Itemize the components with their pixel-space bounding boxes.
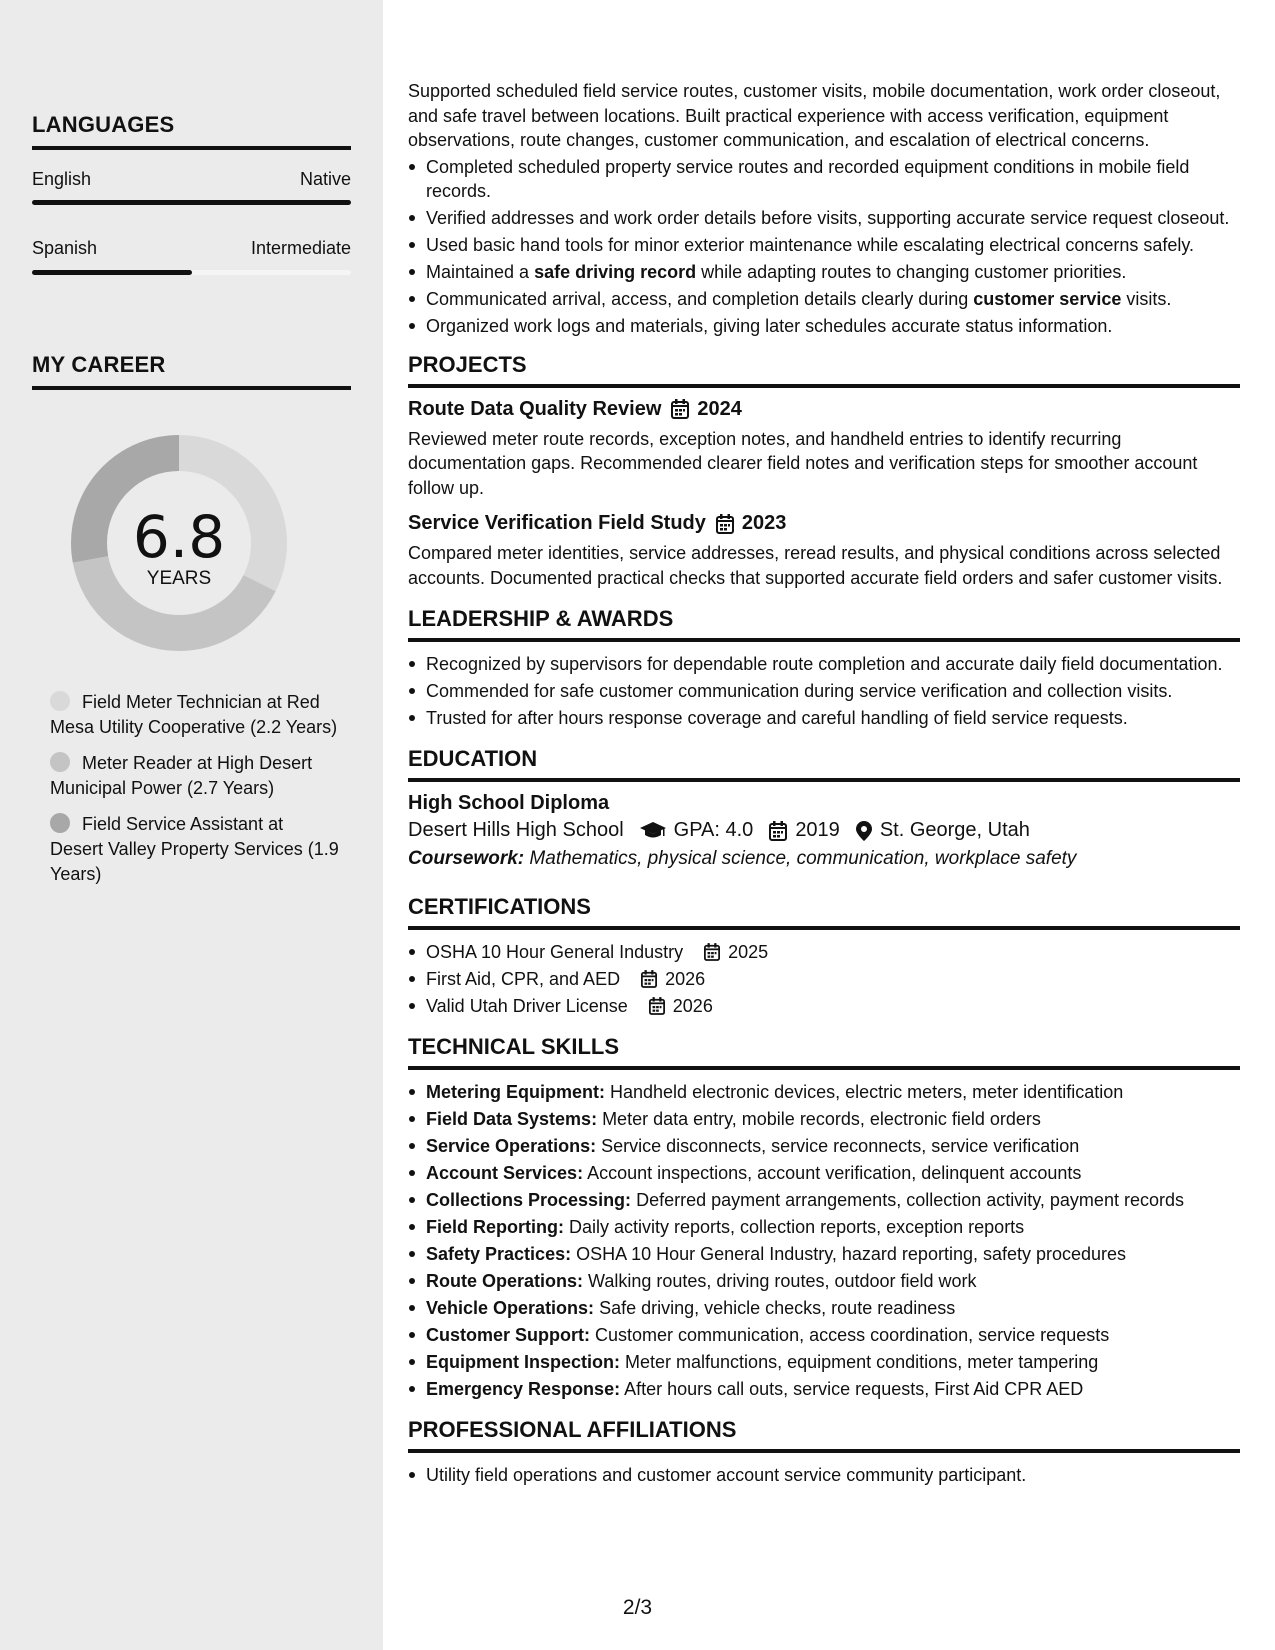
experience-bullet: Verified addresses and work order details before visits, supporting accurate service request closeout. <box>408 206 1240 230</box>
career-item-text: Field Service Assistant at Desert Valley Property Services (1.9 Years) <box>50 814 339 884</box>
project-title: Route Data Quality Review <box>408 397 662 420</box>
language-bar-fill <box>32 270 192 275</box>
skill-item: Metering Equipment: Handheld electronic devices, electric meters, meter identification <box>408 1080 1240 1104</box>
education-coursework <box>408 848 1240 870</box>
career-item-text: Field Meter Technician at Red Mesa Utility Cooperative (2.2 Years) <box>50 692 338 737</box>
calendar-icon <box>671 399 689 419</box>
education-degree: High School Diploma <box>408 792 610 814</box>
languages-heading: LANGUAGES <box>32 112 351 150</box>
language-row-spanish <box>32 238 351 259</box>
skill-item: Equipment Inspection: Meter malfunctions, equipment conditions, meter tampering <box>408 1350 1240 1374</box>
skill-item: Safety Practices: OSHA 10 Hour General Industry, hazard reporting, safety procedures <box>408 1242 1240 1266</box>
experience-bullet: Communicated arrival, access, and completion details clearly during customer service visits. <box>408 287 1240 311</box>
skill-item: Collections Processing: Deferred payment arrangements, collection activity, payment records <box>408 1188 1240 1212</box>
career-donut-chart <box>64 428 294 658</box>
calendar-icon <box>649 997 665 1015</box>
career-legend-dot <box>50 691 70 711</box>
projects-heading: PROJECTS <box>408 352 1240 388</box>
skill-item: Account Services: Account inspections, account verification, delinquent accounts <box>408 1161 1240 1185</box>
sidebar <box>0 0 383 1650</box>
calendar-icon <box>704 943 720 961</box>
skills-heading: TECHNICAL SKILLS <box>408 1034 1240 1070</box>
skill-item: Vehicle Operations: Safe driving, vehicle checks, route readiness <box>408 1296 1240 1320</box>
career-heading: MY CAREER <box>32 352 351 390</box>
language-level: Native <box>299 169 351 189</box>
skill-item: Customer Support: Customer communication, access coordination, service requests <box>408 1323 1240 1347</box>
main-content <box>408 0 1240 1650</box>
certification-item: Valid Utah Driver License 2026 <box>408 994 1240 1018</box>
language-bar-spanish <box>32 270 351 275</box>
affiliations-list <box>408 1463 1240 1487</box>
leadership-item: Commended for safe customer communication during service verification and collection visits. <box>408 679 1240 703</box>
education-heading: EDUCATION <box>408 746 1240 782</box>
language-bar-english <box>32 200 351 205</box>
language-row-english <box>32 169 351 190</box>
project-item <box>408 398 1240 501</box>
coursework-text: Mathematics, physical science, communication, workplace safety <box>529 848 1077 869</box>
affiliations-heading: PROFESSIONAL AFFILIATIONS <box>408 1417 1240 1453</box>
leadership-list <box>408 652 1240 730</box>
certifications-list <box>408 940 1240 1018</box>
map-pin-icon <box>856 821 872 841</box>
leadership-item: Trusted for after hours response coverage and careful handling of field service requests. <box>408 706 1240 730</box>
affiliation-item: Utility field operations and customer account service community participant. <box>408 1463 1240 1487</box>
education-school: Desert Hills High School <box>408 819 624 841</box>
experience-bullet: Used basic hand tools for minor exterior maintenance while escalating electrical concerns safely. <box>408 233 1240 257</box>
calendar-icon <box>641 970 657 988</box>
coursework-label: Coursework: <box>408 848 525 869</box>
experience-bullet: Maintained a safe driving record while adapting routes to changing customer priorities. <box>408 260 1240 284</box>
project-description: Compared meter identities, service addresses, reread results, and physical conditions across selected accounts. Documented practical checks that supported accurate field orders and safer customer visits. <box>408 543 1223 588</box>
certification-item: OSHA 10 Hour General Industry 2025 <box>408 940 1240 964</box>
education-year: 2019 <box>795 819 840 841</box>
leadership-item: Recognized by supervisors for dependable route completion and accurate daily field documentation. <box>408 652 1240 676</box>
project-item <box>408 512 1240 590</box>
skill-item: Field Reporting: Daily activity reports, collection reports, exception reports <box>408 1215 1240 1239</box>
language-name: English <box>32 169 92 189</box>
career-item <box>50 690 340 740</box>
education-location: St. George, Utah <box>879 819 1030 841</box>
career-legend-dot <box>50 813 70 833</box>
education-gpa: GPA: 4.0 <box>673 819 754 841</box>
language-bar-fill <box>32 200 351 205</box>
career-item-text: Meter Reader at High Desert Municipal Power (2.7 Years) <box>50 753 313 798</box>
graduation-cap-icon <box>640 822 666 840</box>
project-year: 2024 <box>671 398 742 421</box>
career-item <box>50 812 340 887</box>
certifications-heading: CERTIFICATIONS <box>408 894 1240 930</box>
career-legend-dot <box>50 752 70 772</box>
project-description: Reviewed meter route records, exception notes, and handheld entries to identify recurring documentation gaps. Recommended clearer field notes and verification steps for smoother account follow up. <box>408 428 1198 498</box>
calendar-icon <box>716 514 734 534</box>
certification-item: First Aid, CPR, and AED 2026 <box>408 967 1240 991</box>
project-title-row <box>408 512 1240 535</box>
project-year: 2023 <box>716 512 787 535</box>
leadership-heading: LEADERSHIP & AWARDS <box>408 606 1240 642</box>
experience-bullets <box>408 155 1240 338</box>
career-total-value: 6.8 <box>132 503 226 571</box>
page-number: 2/3 <box>622 1596 653 1619</box>
experience-bullet: Completed scheduled property service routes and recorded equipment conditions in mobile field records. <box>408 155 1240 203</box>
education-details <box>408 819 1240 842</box>
skill-item: Route Operations: Walking routes, driving routes, outdoor field work <box>408 1269 1240 1293</box>
career-total-unit: YEARS <box>146 568 212 589</box>
experience-bullet: Organized work logs and materials, giving later schedules accurate status information. <box>408 314 1240 338</box>
project-title-row <box>408 398 1240 421</box>
skill-item: Field Data Systems: Meter data entry, mobile records, electronic field orders <box>408 1107 1240 1131</box>
language-name: Spanish <box>32 238 98 258</box>
career-list <box>50 690 340 898</box>
experience-summary: Supported scheduled field service routes, customer visits, mobile documentation, work order closeout, and safe travel between locations. Built practical experience with access verification, equipment observations, route changes, customer communication, and escalation of electrical concerns. <box>408 81 1221 150</box>
skills-list <box>408 1080 1240 1401</box>
language-level: Intermediate <box>250 238 351 258</box>
skill-item: Service Operations: Service disconnects, service reconnects, service verification <box>408 1134 1240 1158</box>
project-title: Service Verification Field Study <box>408 512 706 534</box>
career-item <box>50 751 340 801</box>
calendar-icon <box>769 821 787 841</box>
skill-item: Emergency Response: After hours call outs, service requests, First Aid CPR AED <box>408 1377 1240 1401</box>
